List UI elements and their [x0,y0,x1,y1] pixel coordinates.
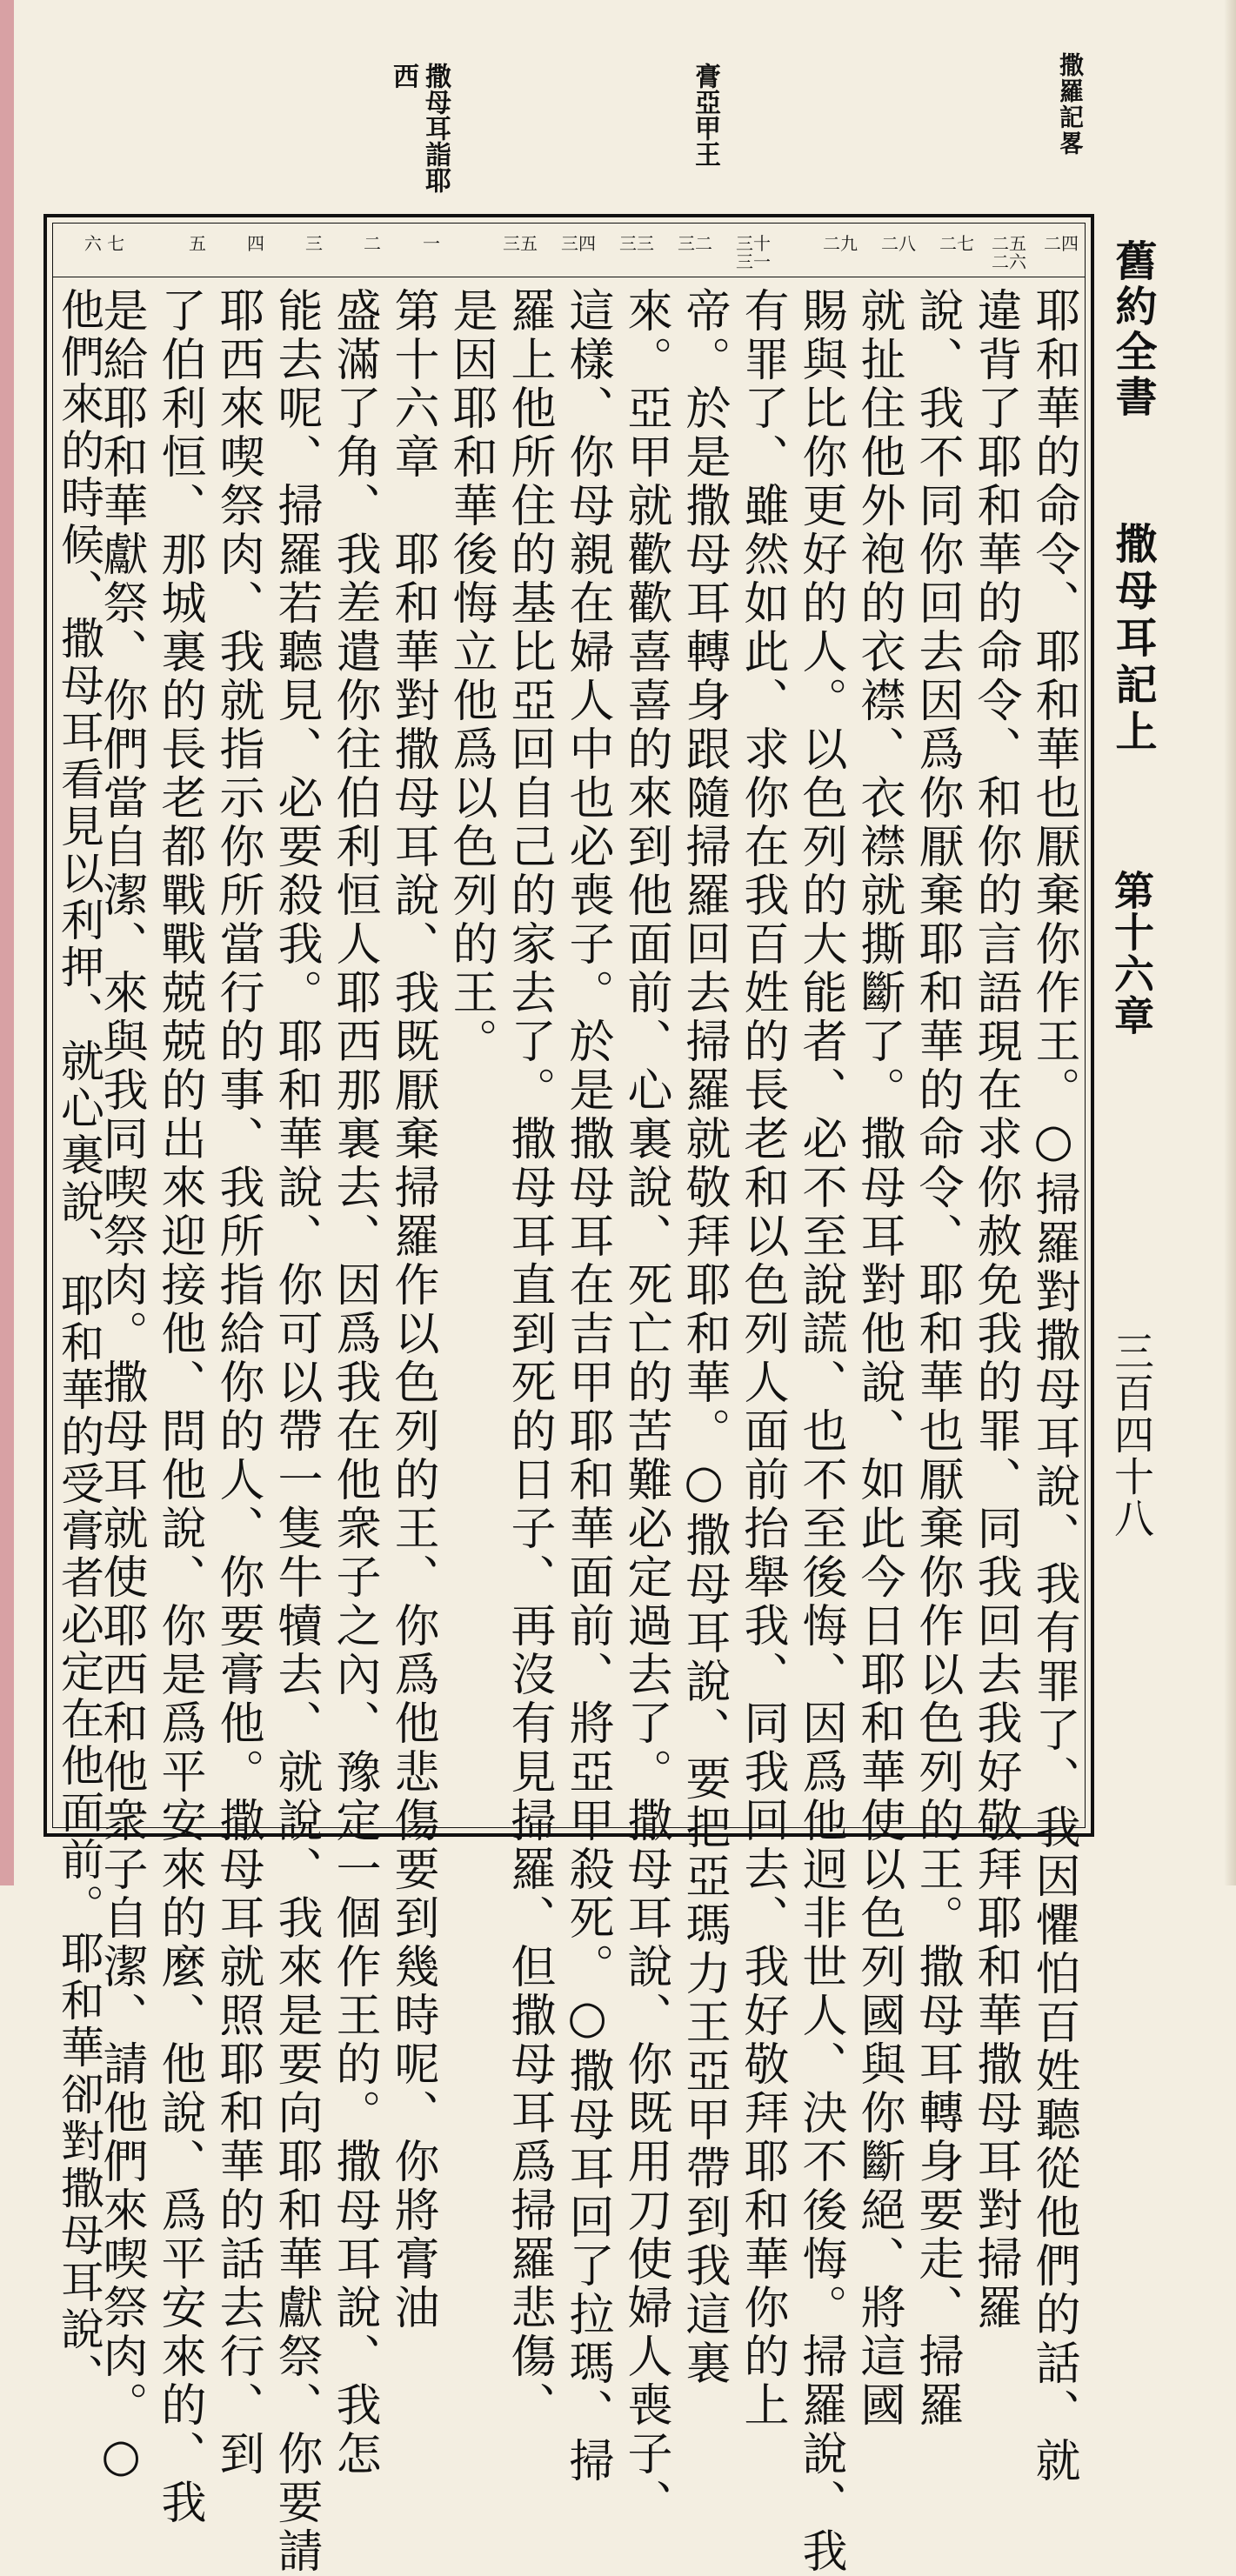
verse-number: 三二 [678,233,712,254]
verse-number: 五 [189,233,206,254]
text-column: 他們來的時候、撒母耳看見以利押、就心裏說、耶和華的受膏者必定在他面前。耶和華卻對撒母耳說、 [54,287,104,2400]
text-column: 說、我不同你回去因爲你厭棄耶和華的命令、耶和華也厭棄你作以色列的王。撒母耳轉身要走、掃羅 [911,287,963,2430]
page-edge-right [1224,0,1236,1885]
text-column: 這樣、你母親在婦人中也必喪子。於是撒母耳在吉甲耶和華面前、將亞甲殺死。○撒母耳回了拉瑪、掃 [561,287,613,2486]
text-column: 帝。於是撒母耳轉身跟隨掃羅回去掃羅就敬拜耶和華。○撒母耳說、要把亞瑪力王亞甲帶到我這裏 [678,287,730,2388]
chapter-heading-column: 第十六章 耶和華對撒母耳說、我既厭棄掃羅作以色列的王、你爲他悲傷要到幾時呢、你將膏油 [386,287,438,2332]
verse-number: 四 [247,233,264,254]
verse-number: 二五 二六 [992,233,1026,272]
chapter-label: 第十六章 [1108,870,1155,1037]
text-column: 羅上他所住的基比亞回自己的家去了。撒母耳直到死的日子、再沒有見掃羅、但撒母耳爲掃羅悲傷、 [503,287,555,2430]
verse-number: 三四 [561,233,596,254]
text-column: 是因耶和華後悔立他爲以色列的王。 [444,287,497,1066]
verse-number: 六 七 [84,233,125,254]
text-column: 了伯利恒、那城裏的長老都戰戰兢兢的出來迎接他、問他說、你是爲平安來的麼、他說、爲平安來的、我 [153,287,205,2527]
verse-number: 二九 [823,233,858,254]
text-column: 耶和華的命令、耶和華也厭棄你作王。○掃羅對撒母耳說、我有罪了、我因懼怕百姓聽從他們的話、就 [1027,287,1079,2486]
book-name: 撒母耳記上 [1108,522,1157,757]
section-heading-left-line2: 西 [388,63,418,89]
page-edge-binding [0,0,14,1885]
text-column: 賜與比你更好的人。以色列的大能者、必不至說謊、也不至後悔、因爲他迥非世人、決不後悔。掃羅說、我 [794,287,846,2576]
section-heading-right: 膏亞甲王 [690,63,720,167]
text-column: 盛滿了角、我差遣你往伯利恒人耶西那裏去、因爲我在他衆子之內、豫定一個作王的。撒母耳說、我怎 [328,287,380,2479]
text-column: 違背了耶和華的命令、和你的言語現在求你赦免我的罪、同我回去我好敬拜耶和華撒母耳對掃羅 [969,287,1021,2332]
verse-number: 二四 [1044,233,1079,254]
text-column: 是給耶和華獻祭、你們當自潔、來與我同喫祭肉。撒母耳就使耶西和他衆子自潔、請他們來喫祭肉。○ [95,287,147,2486]
verse-number: 一 [423,233,440,254]
verse-number: 二 [364,233,381,254]
text-column: 耶西來喫祭肉、我就指示你所當行的事、我所指給你的人、你要膏他。撒母耳就照耶和華的話去行、到 [211,287,264,2479]
running-head: 撒羅記畧 [1056,52,1085,157]
text-column: 有罪了、雖然如此、求你在我百姓的長老和以色列人面前抬舉我、同我回去、我好敬拜耶和華你的上 [736,287,788,2430]
verse-number: 三 [305,233,323,254]
verse-number: 三五 [503,233,538,254]
text-column: 能去呢、掃羅若聽見、必要殺我。耶和華說、你可以帶一隻牛犢去、就說、我來是要向耶和華獻祭、你要請 [270,287,322,2576]
verse-number: 三三 [619,233,654,254]
section-heading-left-line1: 撒母耳詣耶 [420,63,451,193]
page-number: 三百四十八 [1108,1331,1155,1539]
verse-number: 二八 [881,233,916,254]
text-column: 來。亞甲就歡歡喜喜的來到他面前、心裏說、死亡的苦難必定過去了。撒母耳說、你既用刀使婦人喪子、 [619,287,671,2527]
book-collection-title: 舊約全書 [1108,239,1157,420]
verse-number: 三十 三一 [736,233,771,272]
text-column: 就扯住他外袍的衣襟、衣襟就撕斷了。撒母耳對他說、如此今日耶和華使以色列國與你斷絕、將這國 [852,287,905,2430]
verse-number: 二七 [939,233,974,254]
